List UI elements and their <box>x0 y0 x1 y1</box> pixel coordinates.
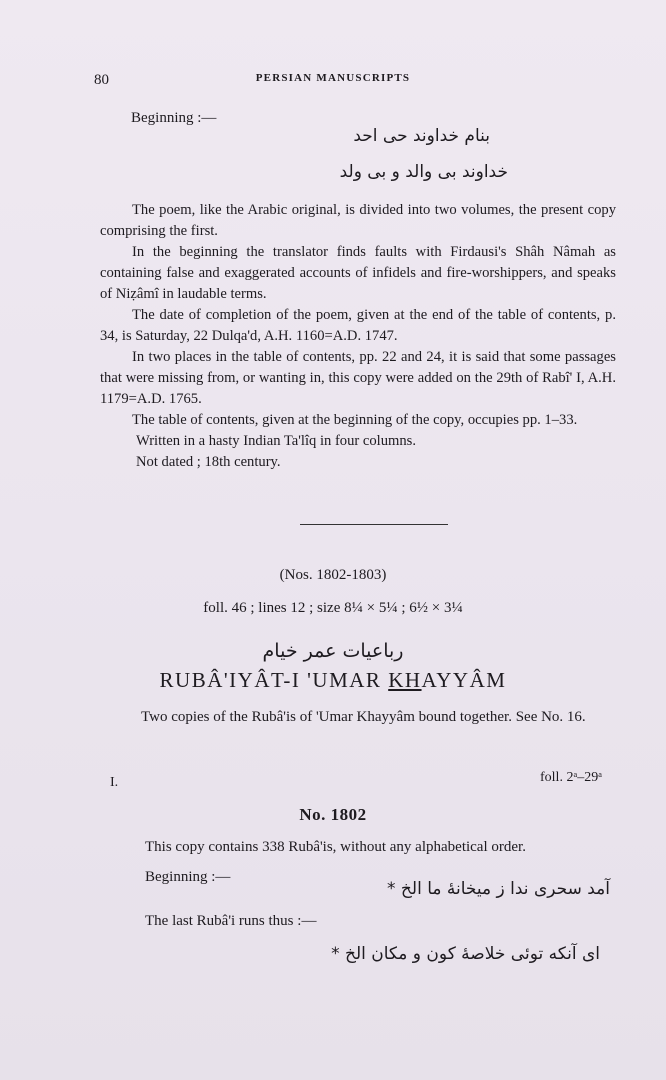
paragraph: The date of completion of the poem, given at the end of the table of contents, p. 34, is Saturday, 22 Dulqa'd, A.H. 1160=A.D. 1747. <box>100 307 616 344</box>
paragraph: In the beginning the translator finds faults with Firdausi's Shâh Nâmah as containing false and exaggerated accounts of infidels and fire-worshippers, and speaks of Niẓâmî in laudable terms. <box>100 244 616 302</box>
folio-range: foll. 2ᵃ–29ᵃ <box>540 770 603 785</box>
title-text: RUBÂ'IYÂT-I 'UMAR <box>159 668 389 692</box>
description-paragraphs <box>100 200 616 473</box>
title-text-underlined: KH <box>388 668 422 692</box>
page-number: 80 <box>94 72 109 88</box>
arabic-title: رباعیات عمر خیام <box>262 640 404 662</box>
paragraph: The table of contents, given at the beginning of the copy, occupies pp. 1–33. <box>132 412 578 428</box>
copy-numeral: I. <box>110 775 119 790</box>
folio-info: foll. 46 ; lines 12 ; size 8¼ × 5¼ ; 6½ × 3¼ <box>203 600 463 616</box>
running-title: PERSIAN MANUSCRIPTS <box>255 72 411 84</box>
beginning-label: Beginning :— <box>145 869 231 885</box>
manuscript-number-heading: No. 1802 <box>299 805 367 824</box>
section-divider <box>300 524 448 525</box>
paragraph: In two places in the table of contents, pp. 22 and 24, it is said that some passages that were missing from, or wanting in, this copy were added on the 29th of Rabî' I, A.H. 1179=A.D. 1765. <box>100 349 616 407</box>
manuscript-numbers: (Nos. 1802-1803) <box>279 567 387 583</box>
paragraph: Written in a hasty Indian Ta'lîq in four columns. <box>136 433 417 449</box>
contents-note: This copy contains 338 Rubâ'is, without any alphabetical order. <box>145 839 526 855</box>
paragraph: Not dated ; 18th century. <box>136 454 281 470</box>
arabic-verse-line-1: بنام خداوند حی احد <box>353 126 490 146</box>
work-title <box>0 668 666 693</box>
paragraph: Two copies of the Rubâ'is of 'Umar Khayyâm bound together. See No. 16. <box>141 709 586 725</box>
title-text: AYYÂM <box>421 668 507 692</box>
arabic-verse-line-2: خداوند بی والد و بی ولد <box>339 162 508 182</box>
beginning-label: Beginning :— <box>131 110 217 126</box>
arabic-beginning-verse: آمد سحری ندا ز میخانهٔ ما الخ * <box>387 879 610 899</box>
arabic-last-verse: ای آنکه توئی خلاصهٔ کون و مکان الخ * <box>331 944 600 964</box>
last-rubai-label: The last Rubâ'i runs thus :— <box>145 913 317 929</box>
paragraph: The poem, like the Arabic original, is divided into two volumes, the present copy comprising the first. <box>100 202 616 239</box>
work-description <box>107 706 619 728</box>
